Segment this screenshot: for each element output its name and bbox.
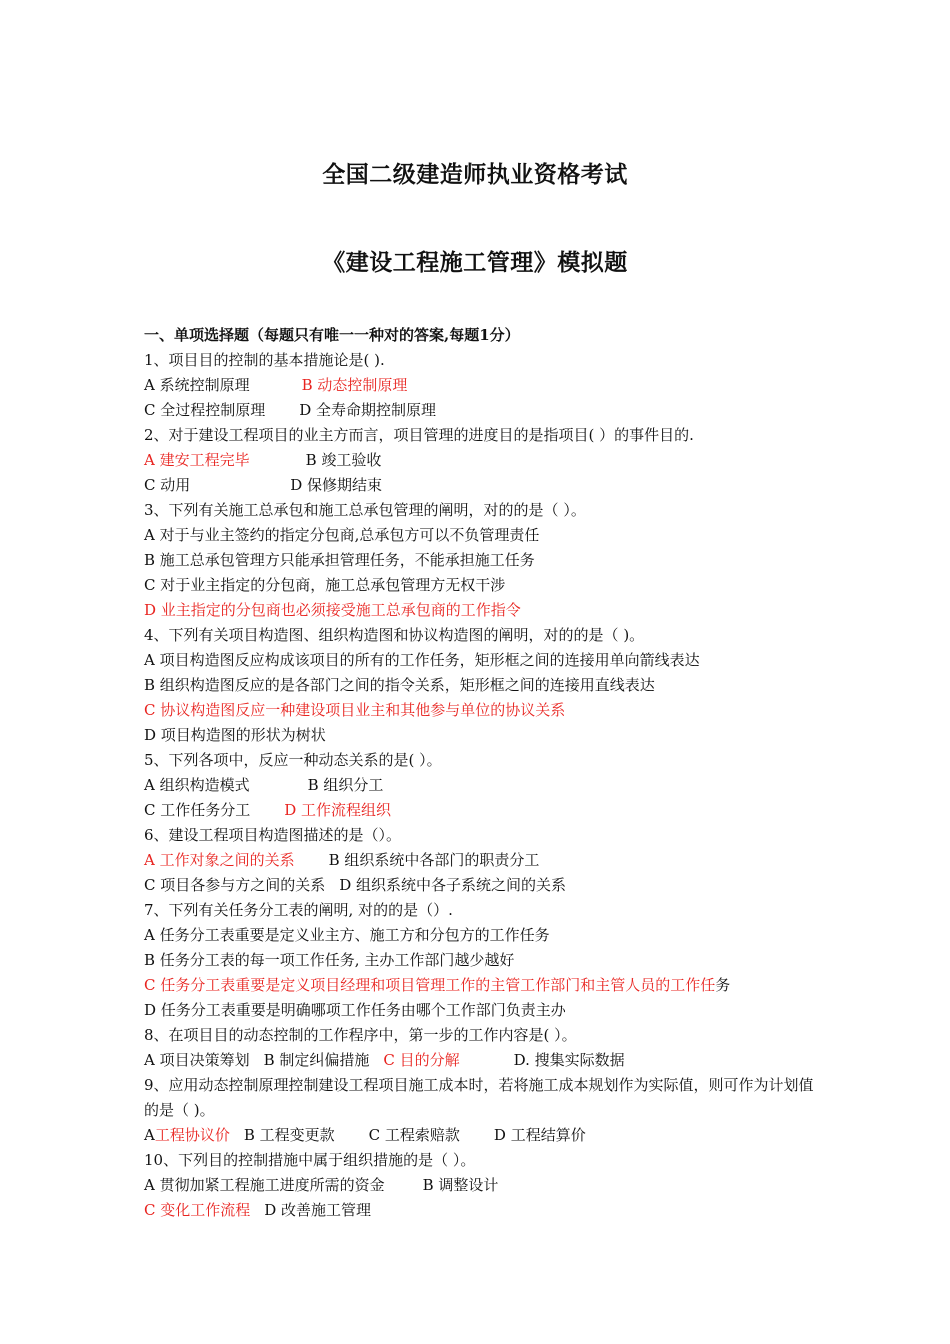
option-a: A 系统控制原理	[144, 376, 250, 394]
option-b: B 调整设计	[422, 1176, 499, 1194]
question-list	[144, 323, 814, 1223]
question-5-options-row-1	[144, 773, 814, 798]
option-a-answer: A 工作对象之间的关系	[144, 851, 295, 869]
option-d: D 全寿命期控制原理	[299, 401, 437, 419]
question-10-options-row-1	[144, 1173, 814, 1198]
question-2-options-row-1	[144, 448, 814, 473]
question-5-options-row-2	[144, 798, 814, 823]
question-1-stem: 1、项目目的控制的基本措施论是( ).	[144, 351, 385, 369]
option-b: B 制定纠偏措施	[263, 1051, 370, 1069]
option-c: C 全过程控制原理	[144, 401, 266, 419]
option-c: C 对于业主指定的分包商，施工总承包管理方无权干涉	[144, 576, 506, 594]
question-7-stem: 7、下列有关任务分工表的阐明, 对的的是（）.	[144, 901, 453, 919]
question-9-options	[144, 1123, 814, 1148]
question-6-stem: 6、建设工程项目构造图描述的是（）。	[144, 826, 402, 844]
option-d: D 工程结算价	[493, 1126, 586, 1144]
option-c: C 动用	[144, 476, 191, 494]
option-a-letter: A	[144, 1126, 155, 1144]
option-a: A 项目构造图反应构成该项目的所有的工作任务，矩形框之间的连接用单向箭线表达	[144, 651, 700, 669]
option-c-answer-line	[144, 973, 814, 998]
option-a: A 项目决策筹划	[144, 1051, 250, 1069]
option-c-answer: C 变化工作流程	[144, 1201, 251, 1219]
question-8-stem: 8、在项目目的动态控制的工作程序中，第一步的工作内容是( ）。	[144, 1026, 577, 1044]
question-6-options-row-2	[144, 873, 814, 898]
question-1-options-row-2	[144, 398, 814, 423]
question-3-stem: 3、下列有关施工总承包和施工总承包管理的阐明，对的的是（ ）。	[144, 501, 586, 519]
option-a-answer: A 建安工程完毕	[144, 451, 250, 469]
option-d-answer: D 业主指定的分包商也必须接受施工总承包商的工作指令	[144, 601, 521, 619]
question-4-stem: 4、下列有关项目构造图、组织构造图和协议构造图的阐明，对的的是（ )。	[144, 626, 645, 644]
document-subtitle: 《建设工程施工管理》模拟题	[322, 250, 628, 276]
option-d: D 改善施工管理	[264, 1201, 372, 1219]
option-b: B 组织分工	[307, 776, 384, 794]
question-6-options-row-1	[144, 848, 814, 873]
question-2-options-row-2	[144, 473, 814, 498]
option-d: D 保修期结束	[290, 476, 383, 494]
question-8-options	[144, 1048, 814, 1073]
option-b-answer: B 动态控制原理	[301, 376, 408, 394]
option-c: C 项目各参与方之间的关系	[144, 876, 326, 894]
question-1-options-row-1	[144, 373, 814, 398]
option-b: B 工程变更款	[243, 1126, 335, 1144]
option-c-answer: C 协议构造图反应一种建设项目业主和其他参与单位的协议关系	[144, 701, 566, 719]
document-title: 全国二级建造师执业资格考试	[322, 162, 628, 188]
option-c-answer: C 任务分工表重要是定义项目经理和项目管理工作的主管工作部门和主管人员的工作任	[144, 976, 716, 994]
option-b: B 组织构造图反应的是各部门之间的指令关系，矩形框之间的连接用直线表达	[144, 676, 655, 694]
option-b: B 施工总承包管理方只能承担管理任务，不能承担施工任务	[144, 551, 535, 569]
question-2-stem: 2、对于建设工程项目的业主方而言，项目管理的进度目的是指项目( ）的事件目的.	[144, 426, 694, 444]
option-b: B 组织系统中各部门的职责分工	[328, 851, 540, 869]
option-b: B 竣工验收	[305, 451, 382, 469]
option-d: D. 搜集实际数据	[513, 1051, 625, 1069]
option-d: D 任务分工表重要是明确哪项工作任务由哪个工作部门负责主办	[144, 1001, 566, 1019]
option-a: A 任务分工表重要是定义业主方、施工方和分包方的工作任务	[144, 926, 550, 944]
option-c: C 工程索赔款	[368, 1126, 460, 1144]
option-c-answer: C 目的分解	[383, 1051, 460, 1069]
section-heading: 一、单项选择题（每题只有唯一一种对的答案,每题1分）	[144, 326, 520, 344]
option-b: B 任务分工表的每一项工作任务, 主办工作部门越少越好	[144, 951, 515, 969]
question-10-options-row-2	[144, 1198, 814, 1223]
option-d-answer: D 工作流程组织	[284, 801, 392, 819]
option-a: A 对于与业主签约的指定分包商,总承包方可以不负管理责任	[144, 526, 540, 544]
option-c: C 工作任务分工	[144, 801, 251, 819]
option-a-answer: 工程协议价	[154, 1126, 230, 1144]
option-a: A 组织构造模式	[144, 776, 250, 794]
option-a: A 贯彻加紧工程施工进度所需的资金	[144, 1176, 385, 1194]
option-d: D 项目构造图的形状为树状	[144, 726, 326, 744]
option-d: D 组织系统中各子系统之间的关系	[339, 876, 567, 894]
question-9-stem: 9、应用动态控制原理控制建设工程项目施工成本时，若将施工成本规划作为实际值，则可作为计划值的是（ )。	[144, 1076, 814, 1119]
question-5-stem: 5、下列各项中，反应一种动态关系的是( ）。	[144, 751, 442, 769]
option-c-tail: 务	[715, 976, 731, 994]
question-10-stem: 10、下列目的控制措施中属于组织措施的是（ ）。	[144, 1151, 476, 1169]
